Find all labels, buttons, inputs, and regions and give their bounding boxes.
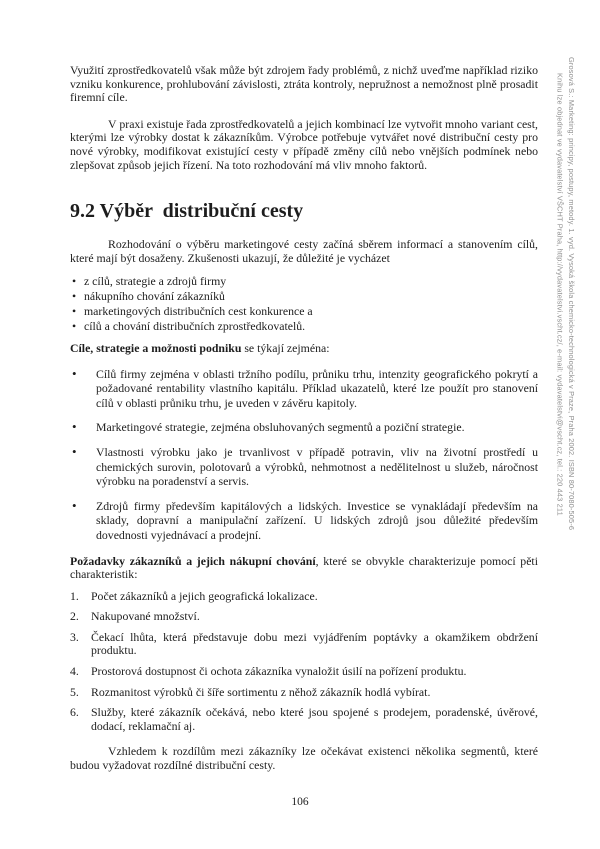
numbered-item-text: Počet zákazníků a jejich geografická lokalizace.: [91, 588, 318, 603]
numbered-item-text: Služby, které zákazník očekává, nebo které jsou spojené s prodejem, poradenské, úvěrové, dodací, reklamační aj.: [91, 705, 538, 733]
requirements-lead-rest: , které se obvykle charakterizuje pomocí pěti charakteristik:: [70, 553, 538, 582]
list-item: [70, 274, 538, 289]
book-citation-sidebar: [554, 57, 577, 837]
goals-lead-line: [70, 342, 538, 356]
paragraph-intermediary-risks: Využití zprostředkovatelů však může být zdrojem řady problémů, z nichž uveďme například riziko vzniku konkurence, prohlubování závislosti, ztráta kontroly, nepružnost a nemožnost plně prosadit firemní cíle.: [70, 63, 538, 105]
numbered-item: [70, 686, 538, 700]
section-heading: 9.2 Výběr distribuční cesty: [70, 200, 304, 223]
ordering-info-line: Knihu lze objednat ve vydavatelství VŠCHT Praha, http://vydavatelstvi.vscht.cz/, e-mail: vydavatelstvi@vscht.cz, tel.: 220 443 211: [555, 73, 565, 516]
list-item-text: Vlastnosti výrobku jako je trvanlivost v případě potravin, vliv na životní prostředí u chemických surovin, polotovarů a výrobků, nehmotnost a nedělitelnost u služeb, náročnost výrobku na poradenství a servis.: [96, 444, 538, 489]
item-number: 6.: [70, 705, 79, 720]
bullet-icon: •: [72, 319, 77, 334]
list-item-text: z cílů, strategie a zdrojů firmy: [84, 274, 227, 289]
item-number: 4.: [70, 664, 79, 679]
paragraph-closing: Vzhledem k rozdílům mezi zákazníky lze očekávat existenci několika segmentů, které budou vyžadovat rozdílné distribuční cesty.: [70, 744, 538, 773]
bullet-icon: •: [72, 304, 77, 319]
item-number: 2.: [70, 609, 79, 624]
numbered-item-text: Čekací lhůta, která představuje dobu mezi vyjádřením poptávky a okamžikem obdržení produktu.: [91, 629, 538, 658]
list-item-text: Marketingové strategie, zejména obsluhovaných segmentů a poziční strategie.: [96, 420, 465, 435]
goals-lead-rest: se týkají zejména:: [241, 340, 330, 355]
customer-characteristics-list: [70, 590, 538, 734]
bullet-icon: •: [72, 274, 77, 289]
list-item-text: Cílů firmy zejména v oblasti tržního podílu, průniku trhu, intenzity geografického pokrytí a požadované rentability vlastního kapitálu. Příklad ukazatelů, které lze použít pro stanovení cílů v oblasti průniku trhu, je uveden v závěru kapitoly.: [96, 366, 538, 410]
list-item-text: nákupního chování zákazníků: [84, 289, 225, 304]
page-number: 106: [291, 796, 309, 808]
numbered-item-text: Nakupované množství.: [91, 609, 200, 624]
numbered-item: [70, 590, 538, 604]
item-number: 1.: [70, 588, 79, 603]
list-item-text: marketingových distribučních cest konkurence a: [84, 304, 313, 319]
bullet-icon: •: [72, 443, 77, 459]
numbered-item: [70, 631, 538, 658]
numbered-item-text: Rozmanitost výrobků či šíře sortimentu z něhož zákazník hodlá vybírat.: [91, 684, 431, 699]
item-number: 5.: [70, 684, 79, 699]
list-item: [70, 304, 538, 319]
list-item: [70, 289, 538, 304]
bullet-icon: •: [72, 289, 77, 304]
starting-points-list: [70, 274, 538, 334]
paragraph-channel-variants: V praxi existuje řada zprostředkovatelů a jejich kombinací lze vytvořit mnoho variant cest, kterými lze výrobky dostat k zákazníkům. Výrobce potřebuje vytvářet nové distribuční cesty pro nové výrobky, modifikovat existující cesty v případě změny cílů nebo vnějších podmínek nebo zlepšovat způsob jejich řízení. Na toto rozhodování má vliv mnoho faktorů.: [70, 116, 538, 172]
list-item: [70, 445, 538, 489]
list-item: [70, 319, 538, 334]
list-item: [70, 367, 538, 411]
numbered-item: [70, 610, 538, 624]
requirements-lead-bold: Požadavky zákazníků a jejich nákupní chování: [70, 553, 316, 568]
numbered-item: [70, 706, 538, 733]
page-text-block: [70, 64, 538, 773]
goals-lead-bold: Cíle, strategie a možnosti podniku: [70, 340, 242, 355]
numbered-item: [70, 665, 538, 679]
bullet-icon: •: [72, 365, 77, 381]
bullet-icon: •: [72, 497, 77, 513]
bullet-icon: •: [72, 419, 77, 435]
item-number: 3.: [70, 629, 79, 644]
list-item-text: cílů a chování distribučních zprostředkovatelů.: [84, 319, 306, 334]
list-item-text: Zdrojů firmy především kapitálových a lidských. Investice se vynakládají především na sklady, dopravní a manipulační zařízení. U lidských zdrojů jsou důležité především dovednosti vyjednávací a prodejní.: [96, 498, 538, 542]
paragraph-decision-intro: Rozhodování o výběru marketingové cesty začíná sběrem informací a stanovením cílů, které mají být dosaženy. Zkušenosti ukazují, že důležité je vycházet: [70, 237, 538, 265]
list-item: [70, 420, 538, 435]
requirements-lead-line: [70, 555, 538, 582]
citation-line: Grosová S.: Marketing: principy, postupy, metody. 1. vyd. Vysoká škola chemicko-technologická v Praze, Praha 2002. ISBN 80-7080-505-6: [567, 57, 576, 531]
numbered-item-text: Prostorová dostupnost či ochota zákazníka vynaložit úsilí na pořízení produktu.: [91, 664, 467, 679]
list-item: [70, 499, 538, 543]
company-goals-list: [70, 367, 538, 543]
